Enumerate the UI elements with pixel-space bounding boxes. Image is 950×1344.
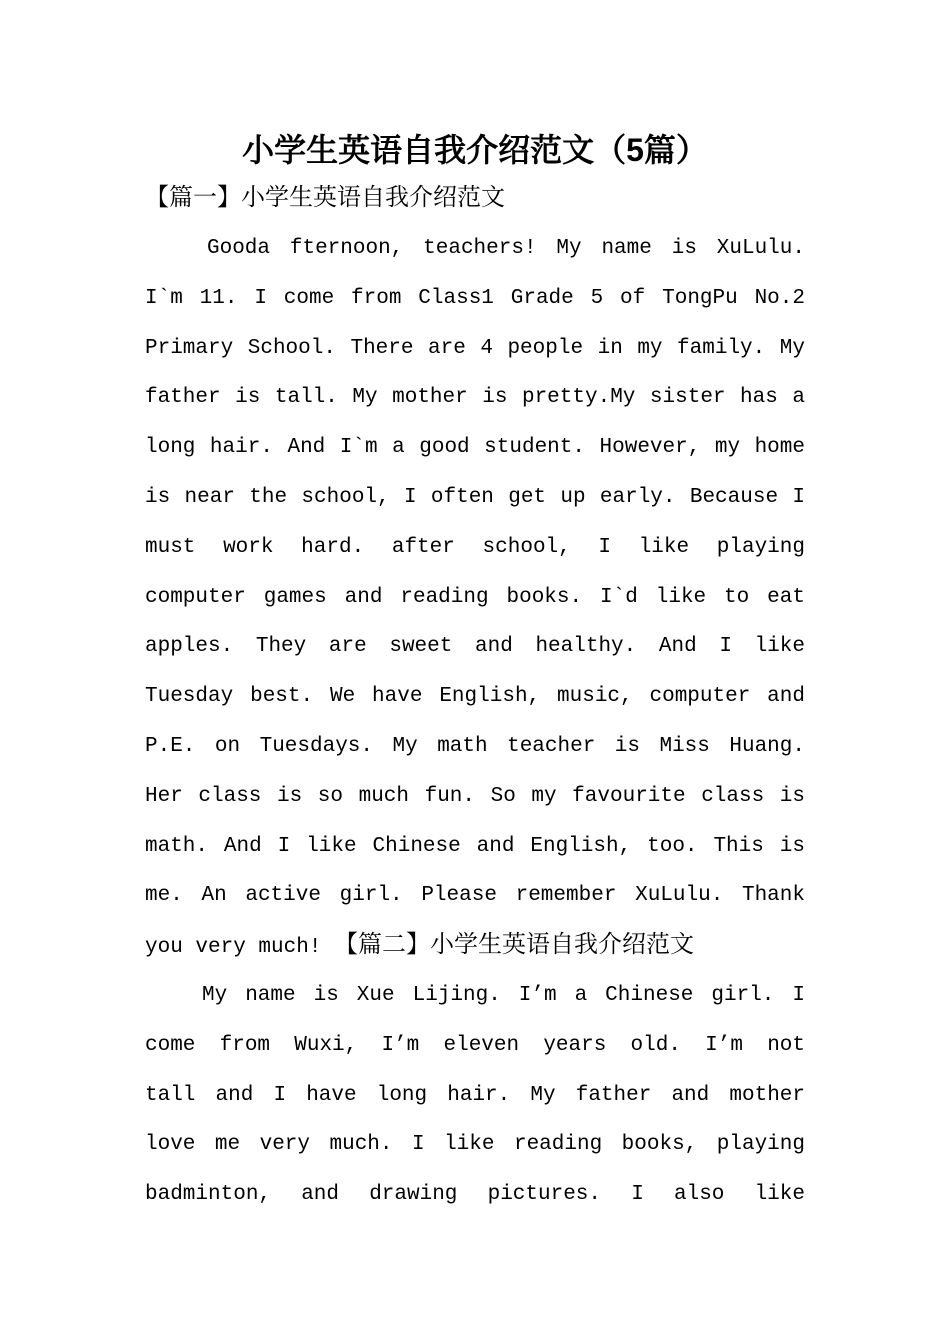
paragraph-line: me. An active girl. Please remember XuLulu. Thank xyxy=(145,884,805,908)
paragraph-line: Her class is so much fun. So my favourite class is xyxy=(145,784,805,808)
paragraph-line: is near the school, I often get up early. Because I xyxy=(145,485,805,509)
paragraph-line: Primary School. There are 4 people in my family. My xyxy=(145,336,805,360)
paragraph-line: must work hard. after school, I like playing xyxy=(145,535,805,559)
paragraph-line: badminton, and drawing pictures. I also like xyxy=(145,1183,805,1207)
paragraph-line: Gooda fternoon, teachers! My name is XuLulu. xyxy=(207,237,805,260)
paragraph-line: long hair. And I`m a good student. However, my home xyxy=(145,436,805,460)
paragraph-line: come from Wuxi, I’m eleven years old. I’m not xyxy=(145,1033,805,1057)
paragraph-line: tall and I have long hair. My father and mother xyxy=(145,1083,805,1107)
paragraph-line: Tuesday best. We have English, music, computer and xyxy=(145,685,805,709)
paragraph-line-end: you very much! xyxy=(145,936,322,960)
section-heading-2: 【篇二】小学生英语自我介绍范文 xyxy=(334,932,695,959)
document-title: 小学生英语自我介绍范文（5篇） xyxy=(242,132,708,168)
paragraph-line-final xyxy=(145,921,805,971)
paragraph-line: love me very much. I like reading books, playing xyxy=(145,1133,805,1157)
paragraph-line: apples. They are sweet and healthy. And I like xyxy=(145,635,805,659)
paragraph-line: math. And I like Chinese and English, too. This is xyxy=(145,834,805,858)
paragraph-line: computer games and reading books. I`d like to eat xyxy=(145,585,805,609)
document-body xyxy=(145,224,805,1220)
paragraph-line: My name is Xue Lijing. I’m a Chinese girl. I xyxy=(202,983,805,1007)
section-heading-1: 【篇一】小学生英语自我介绍范文 xyxy=(145,185,505,211)
paragraph-line: father is tall. My mother is pretty.My sister has a xyxy=(145,386,805,410)
paragraph-line: P.E. on Tuesdays. My math teacher is Miss Huang. xyxy=(145,734,805,758)
paragraph-line: I`m 11. I come from Class1 Grade 5 of TongPu No.2 xyxy=(145,286,805,310)
